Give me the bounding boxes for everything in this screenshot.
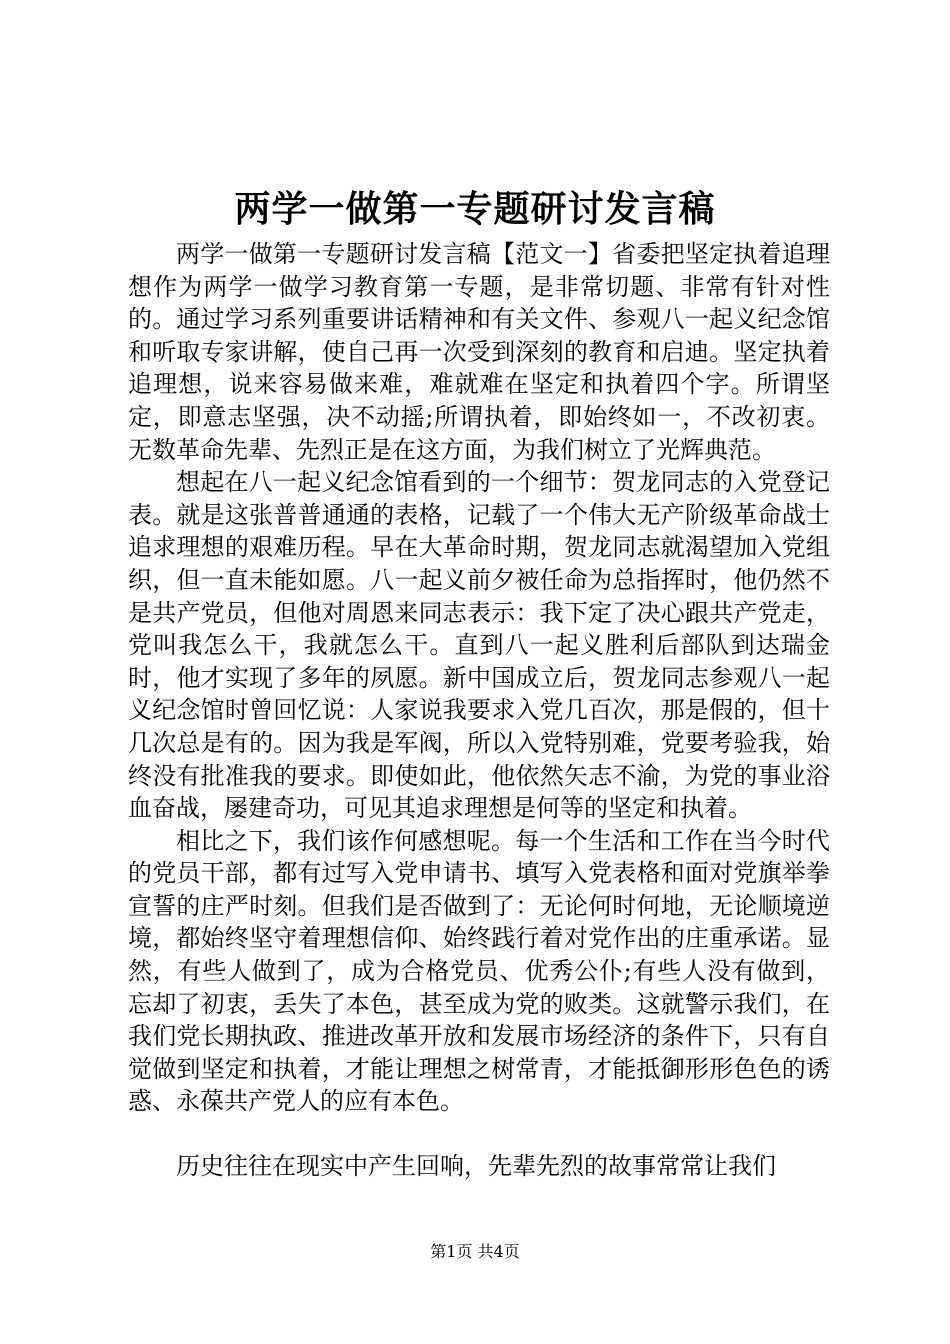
paragraph: 历史往往在现实中产生回响，先辈先烈的故事常常让我们 <box>176 1152 776 1181</box>
paragraph: 相比之下，我们该作何感想呢。每一个生活和工作在当今时代的党员干部，都有过写入党申请书、填写入党表格和面对党旗举拳宣誓的庄严时刻。但我们是否做到了：无论何时何地，无论顺境逆境，都始终坚守着理想信仰、始终践行着对党作出的庄重承诺。显然，有些人做到了，成为合格党员、优秀公仆;有些人没有做到，忘却了初衷，丢失了本色，甚至成为党的败类。这就警示我们，在我们党长期执政、推进改革开放和发展市场经济的条件下，只有自觉做到坚定和执着，才能让理想之树常青，才能抵御形形色色的诱惑、永葆共产党人的应有本色。 <box>128 826 830 1116</box>
paragraph: 想起在八一起义纪念馆看到的一个细节：贺龙同志的入党登记表。就是这张普普通通的表格，记载了一个伟大无产阶级革命战士追求理想的艰难历程。早在大革命时期，贺龙同志就渴望加入党组织，但一直未能如愿。八一起义前夕被任命为总指挥时，他仍然不是共产党员，但他对周恩来同志表示：我下定了决心跟共产党走，党叫我怎么干，我就怎么干。直到八一起义胜利后部队到达瑞金时，他才实现了多年的夙愿。新中国成立后，贺龙同志参观八一起义纪念馆时曾回忆说：人家说我要求入党几百次，那是假的，但十几次总是有的。因为我是军阀，所以入党特别难，党要考验我，始终没有批准我的要求。即使如此，他依然矢志不渝，为党的事业浴血奋战，屡建奇功，可见其追求理想是何等的坚定和执着。 <box>128 468 830 823</box>
document-title: 两学一做第一专题研讨发言稿 <box>234 188 716 230</box>
document-body <box>128 238 830 1183</box>
page-number-footer: 第1页 共4页 <box>430 1242 520 1261</box>
paragraph: 两学一做第一专题研讨发言稿【范文一】省委把坚定执着追理想作为两学一做学习教育第一专题，是非常切题、非常有针对性的。通过学习系列重要讲话精神和有关文件、参观八一起义纪念馆和听取专家讲解，使自己再一次受到深刻的教育和启迪。坚定执着追理想，说来容易做来难，难就难在坚定和执着四个字。所谓坚定，即意志坚强，决不动摇;所谓执着，即始终如一，不改初衷。无数革命先辈、先烈正是在这方面，为我们树立了光辉典范。 <box>128 240 830 464</box>
